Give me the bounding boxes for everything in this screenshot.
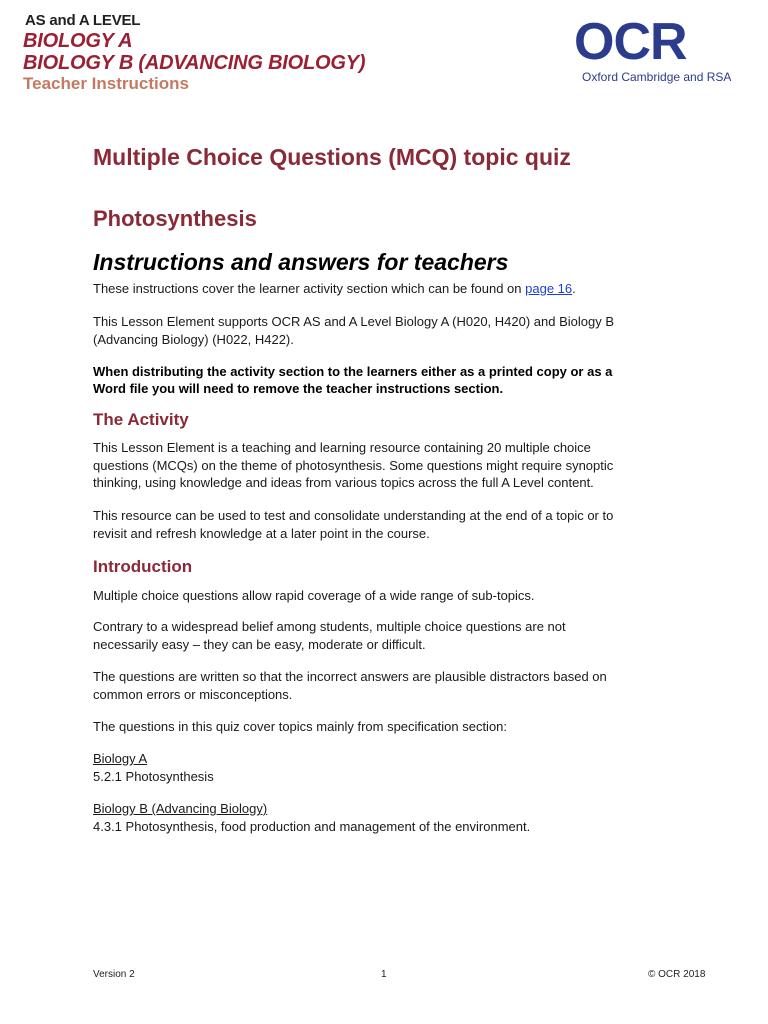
intro-p1: Multiple choice questions allow rapid coverage of a wide range of sub-topics. bbox=[93, 588, 535, 603]
warning-line-1: When distributing the activity section to the learners either as a printed copy or as a bbox=[93, 364, 613, 379]
subtitle: Instructions and answers for teachers bbox=[93, 249, 509, 275]
footer-copyright: © OCR 2018 bbox=[648, 969, 706, 980]
ocr-logo bbox=[574, 13, 738, 90]
intro-p2-line-1: Contrary to a widespread belief among students, multiple choice questions are not bbox=[93, 619, 566, 634]
activity-p1-line-2: questions (MCQs) on the theme of photosynthesis. Some questions might require synoptic bbox=[93, 458, 614, 473]
activity-p2-line-2: revisit and refresh knowledge at a later point in the course. bbox=[93, 526, 430, 541]
intro-p2-line-2: necessarily easy – they can be easy, moderate or difficult. bbox=[93, 637, 426, 652]
biology-a-label: Biology A bbox=[93, 751, 148, 766]
page-header bbox=[0, 0, 768, 100]
topic-title: Photosynthesis bbox=[93, 206, 257, 231]
biology-b-topic: 4.3.1 Photosynthesis, food production and management of the environment. bbox=[93, 819, 531, 834]
activity-p2-line-1: This resource can be used to test and consolidate understanding at the end of a topic or to bbox=[93, 508, 614, 523]
introduction-heading: Introduction bbox=[93, 557, 193, 576]
biology-b-label: Biology B (Advancing Biology) bbox=[93, 801, 268, 816]
subject-biology-a: BIOLOGY A bbox=[23, 30, 133, 52]
ocr-logo-wordmark: OCR bbox=[574, 13, 687, 71]
footer-version: Version 2 bbox=[93, 969, 135, 980]
intro-p3-line-2: common errors or misconceptions. bbox=[93, 687, 293, 702]
qualification-level: AS and A LEVEL bbox=[25, 12, 141, 29]
subject-biology-b: BIOLOGY B (ADVANCING BIOLOGY) bbox=[23, 52, 366, 74]
activity-p1-line-3: thinking, using knowledge and ideas from various topics across the full A Level content. bbox=[93, 475, 594, 490]
intro-p4: The questions in this quiz cover topics mainly from specification section: bbox=[93, 719, 508, 734]
biology-a-topic: 5.2.1 Photosynthesis bbox=[93, 769, 214, 784]
intro-p3-line-1: The questions are written so that the incorrect answers are plausible distractors based on bbox=[93, 669, 607, 684]
warning-line-2: Word file you will need to remove the teacher instructions section. bbox=[93, 381, 504, 396]
intro-period: . bbox=[572, 281, 576, 296]
activity-heading: The Activity bbox=[93, 410, 189, 429]
support-line-2: (Advancing Biology) (H022, H422). bbox=[93, 332, 294, 347]
document-title: Multiple Choice Questions (MCQ) topic quiz bbox=[93, 144, 571, 170]
activity-p1-line-1: This Lesson Element is a teaching and learning resource containing 20 multiple choice bbox=[93, 440, 591, 455]
intro-text: These instructions cover the learner activity section which can be found on bbox=[93, 281, 526, 296]
ocr-logo-tagline: Oxford Cambridge and RSA bbox=[582, 70, 732, 84]
footer-page-number: 1 bbox=[381, 969, 387, 980]
page-16-link[interactable]: page 16 bbox=[525, 281, 573, 296]
support-line-1: This Lesson Element supports OCR AS and A Level Biology A (H020, H420) and Biology B bbox=[93, 314, 615, 329]
teacher-instructions-label: Teacher Instructions bbox=[23, 74, 189, 93]
intro-paragraph bbox=[93, 280, 576, 297]
